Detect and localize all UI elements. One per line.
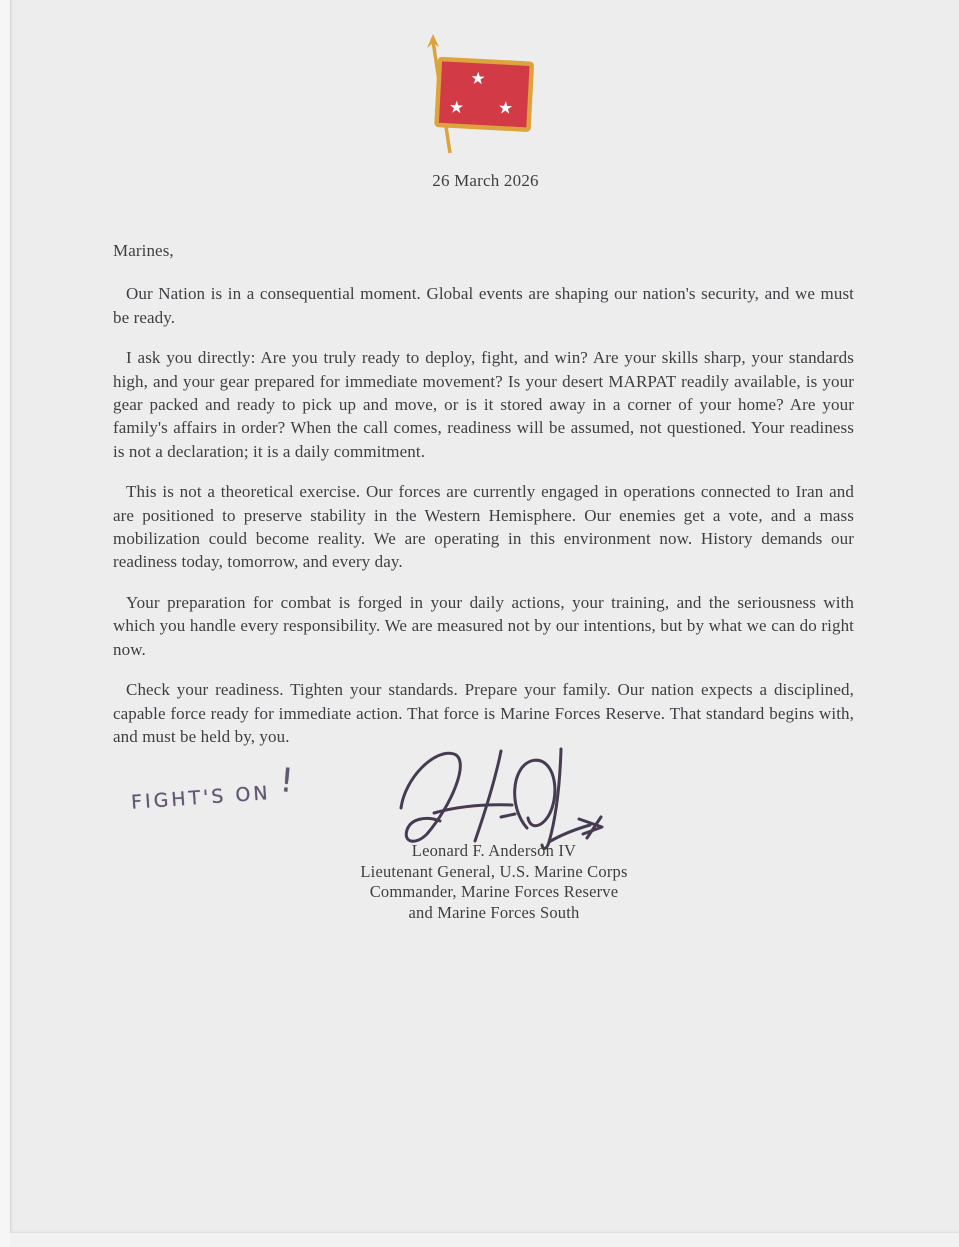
signer-rank: Lieutenant General, U.S. Marine Corps bbox=[360, 861, 628, 881]
salutation: Marines, bbox=[113, 241, 174, 260]
star-icon: ★ bbox=[497, 98, 514, 118]
handwritten-exclamation: ! bbox=[278, 760, 298, 801]
handwritten-note-text: FIGHT'S ON bbox=[130, 782, 272, 814]
three-star-flag-icon bbox=[416, 33, 546, 168]
signer-name: Leonard F. Anderson IV bbox=[411, 841, 577, 860]
scanned-letter-page bbox=[10, 0, 959, 1232]
star-icon: ★ bbox=[448, 97, 465, 118]
signer-command-2: and Marine Forces South bbox=[408, 902, 580, 922]
letter-body bbox=[113, 239, 854, 765]
letter-date: 26 March 2026 bbox=[432, 171, 539, 190]
signer-command-1: Commander, Marine Forces Reserve bbox=[369, 882, 619, 902]
star-icon: ★ bbox=[469, 68, 487, 89]
handwritten-note bbox=[130, 760, 298, 814]
paragraph-2: I ask you directly: Are you truly ready to deploy, fight, and win? Are your skills sharp, your standards high, and your gear prepared for immediate movement? Is your desert MARPAT readily available, is your gear packed and ready to pick up and move, or is it stored away in a corner of your home? Are your family's affairs in order? When the call comes, readiness will be assumed, not questioned. Your readiness is not a declaration; it is a daily commitment. bbox=[113, 348, 854, 461]
paragraph-1: Our Nation is in a consequential moment. Global events are shaping our nation's security, and we must be ready. bbox=[113, 284, 854, 327]
paragraph-4: Your preparation for combat is forged in your daily actions, your training, and the seriousness with which you handle every responsibility. We are measured not by our intentions, but by what we can do right now. bbox=[113, 592, 854, 659]
paragraph-5: Check your readiness. Tighten your standards. Prepare your family. Our nation expects a disciplined, capable force ready for immediate action. That force is Marine Forces Reserve. That standard begins with, and must be held by, you. bbox=[113, 680, 854, 746]
paragraph-3: This is not a theoretical exercise. Our forces are currently engaged in operations connected to Iran and are positioned to preserve stability in the Western Hemisphere. Our enemies get a vote, and a mass mobilization could become reality. We are operating in this environment now. History demands our readiness today, tomorrow, and every day. bbox=[113, 482, 854, 572]
scan-background-strip bbox=[10, 1232, 959, 1247]
signature-block bbox=[284, 841, 704, 923]
flag-graphic bbox=[416, 33, 546, 168]
